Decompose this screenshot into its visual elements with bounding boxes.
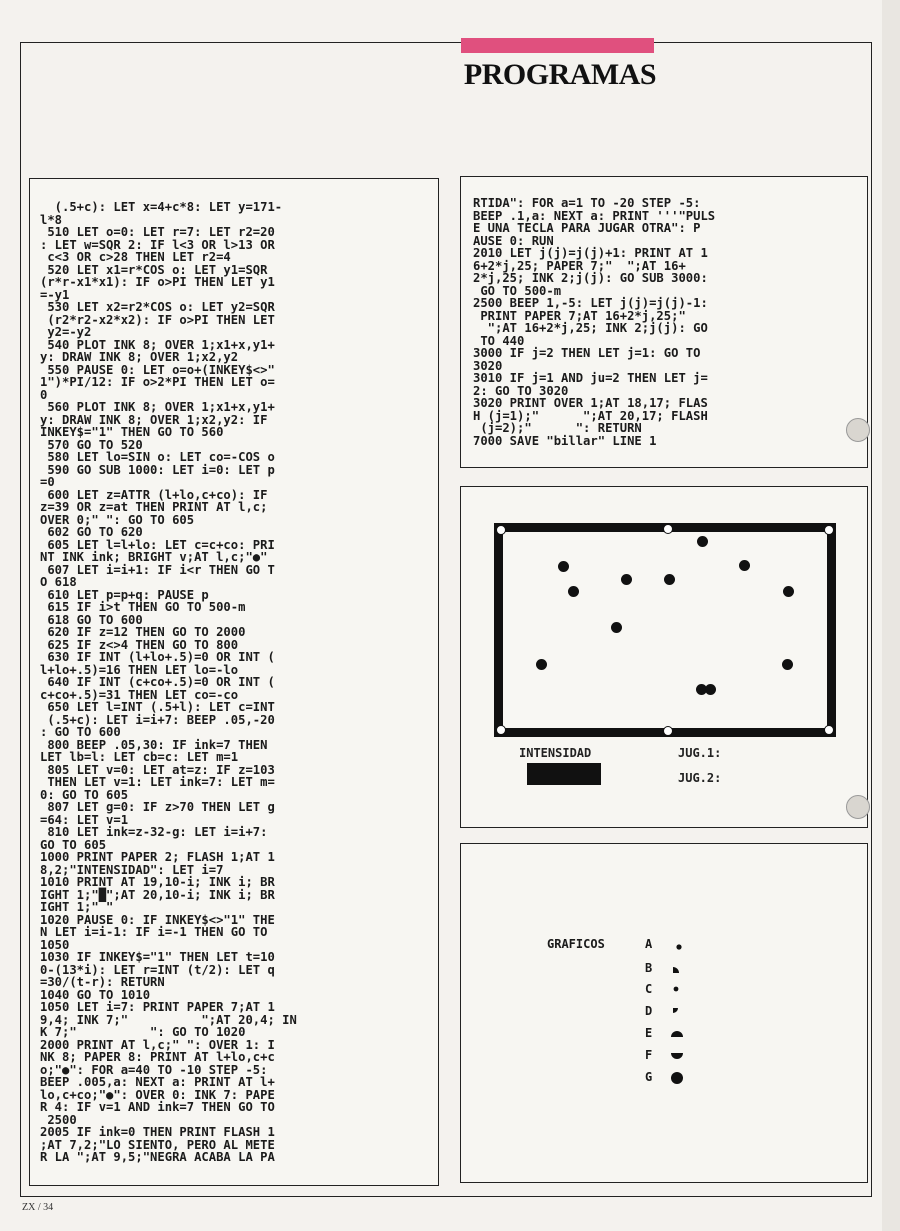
glyph-letter: F bbox=[645, 1048, 653, 1062]
glyph-letter: A bbox=[645, 937, 653, 951]
glyph-letter: B bbox=[645, 961, 653, 975]
ball bbox=[558, 561, 569, 572]
basic-listing-text: RTIDA": FOR a=1 TO -20 STEP -5: BEEP .1,a: NEXT a: PRINT '''"PULS E UNA TECLA PARA JUGAR OTRA": P AUSE 0: RUN 2010 LET j(j)=j(j)+1: PRINT AT 1 6+2*j,25; PAPER 7;" ";AT 16+ 2*j,25; INK 2;j(j): GO SUB 3000: GO TO 500-m 2500 BEEP 1,-5: LET j(j)=j(j)-1: PRINT PAPER 7;AT 16+2*j,25;" ";AT 16+2*j,25; INK 2;j(j): GO TO 440 3000 IF j=2 THEN LET j=1: GO TO 3020 3010 IF j=1 AND ju=2 THEN LET j= 2: GO TO 3020 3020 PRINT OVER 1;AT 18,17; FLAS H (j=1);" ";AT 20,17; FLASH (j=2);" ": RETURN 7000 SAVE "billar" LINE 1 bbox=[473, 196, 716, 448]
intensity-label: INTENSIDAD bbox=[519, 746, 592, 760]
ball bbox=[611, 622, 622, 633]
section-title: PROGRAMAS bbox=[463, 58, 657, 91]
glyph-row-d bbox=[547, 1004, 684, 1019]
glyph-row-b bbox=[547, 961, 684, 976]
glyph-row-c bbox=[547, 982, 684, 997]
basic-listing-text: (.5+c): LET x=4+c*8: LET y=171- l*8 510 LET o=0: LET r=7: LET r2=20 : LET w=SQR 2: IF l<3 OR l>13 OR c<3 OR c>28 THEN LET r2=4 520 LET x1=r*COS o: LET y1=SQR (r*r-x1*x1): IF o>PI THEN LET y1 =-y1 530 LET x2=r2*COS o: LET y2=SQR (r2*r2-x2*x2): IF o>PI THEN LET y2=-y2 540 PLOT INK 8; OVER 1;x1+x,y1+ y: DRAW INK 8; OVER 1;x2,y2 550 PAUSE 0: LET o=o+(INKEY$<>" 1")*PI/12: IF o>2*PI THEN LET o= 0 560 PLOT INK 8; OVER 1;x1+x,y1+ y: DRAW INK 8; OVER 1;x2,y2: IF INKEY$="1" THEN GO TO 560 570 GO TO 520 580 LET lo=SIN o: LET co=-COS o 590 GO SUB 1000: LET i=0: LET p =0 600 LET z=ATTR (l+lo,c+co): IF z=39 OR z=at THEN PRINT AT l,c; OVER 0;" ": GO TO 605 602 GO TO 620 605 LET l=l+lo: LET c=c+co: PRI NT INK ink; BRIGHT v;AT l,c;"●" 607 LET i=i+1: IF i<r THEN GO T O 618 610 LET p=p+q: PAUSE p 615 IF i>t THEN GO TO 500-m 618 GO TO 600 620 IF z=12 THEN GO TO 2000 625 IF z<>4 THEN GO TO 800 630 IF INT (l+lo+.5)=0 OR INT ( l+lo+.5)=16 THEN LET lo=-lo 640 IF INT (c+co+.5)=0 OR INT ( c+co+.5)=31 THEN LET co=-co 650 LET l=INT (.5+l): LET c=INT (.5+c): LET i=i+7: BEEP .05,-20 : GO TO 600 800 BEEP .05,30: IF ink=7 THEN LET lb=l: LET cb=c: LET m=1 805 LET v=0: LET at=z: IF z=103 THEN LET v=1: LET ink=7: LET m= 0: GO TO 605 807 LET g=0: IF z>70 THEN LET g =64: LET v=1 810 LET ink=z-32-g: LET i=i+7: GO TO 605 1000 PRINT PAPER 2; FLASH 1;AT 1 8,2;"INTENSIDAD": LET i=7 1010 PRINT AT 19,10-i; INK i; BR IGHT 1;"█";AT 20,10-i; INK i; BR IGHT 1;" " 1020 PAUSE 0: IF INKEY$<>"1" THE N LET i=i-1: IF i=-1 THEN GO TO 1050 1030 IF INKEY$="1" THEN LET t=10 0-(13*i): LET r=INT (t/2): LET q =30/(t-r): RETURN 1040 GO TO 1010 1050 LET i=7: PRINT PAPER 7;AT 1 9,4; INK 7;" ";AT 20,4; IN K 7;" ": GO TO 1020 2000 PRINT AT l,c;" ": OVER 1: I NK 8; PAPER 8: PRINT AT l+lo,c+c o;"●": FOR a=40 TO -10 STEP -5: BEEP .005,a: NEXT a: PRINT AT l+ lo,c+co;"●": OVER 0: INK 7: PAPE R 4: IF v=1 AND ink=7 THEN GO TO 2500 2005 IF ink=0 THEN PRINT FLASH 1 ;AT 7,2;"LO SIENTO, PERO AL METE R LA ";AT 9,5;"NEGRA ACABA LA PA bbox=[40, 200, 297, 1164]
billiard-table bbox=[494, 523, 836, 737]
pocket-top-right bbox=[824, 525, 834, 535]
binder-hole bbox=[846, 795, 870, 819]
intensity-meter bbox=[527, 763, 601, 785]
half-ball-top-icon bbox=[670, 1027, 684, 1041]
glyph-row-g bbox=[547, 1070, 684, 1085]
full-ball-icon bbox=[670, 1071, 684, 1085]
ball bbox=[783, 586, 794, 597]
pocket-bottom-left bbox=[496, 725, 506, 735]
ball bbox=[568, 586, 579, 597]
binder-hole bbox=[846, 418, 870, 442]
pocket-bottom-middle bbox=[663, 726, 673, 736]
glyph-letter: E bbox=[645, 1026, 653, 1040]
player2-score-label: JUG.2: bbox=[678, 771, 722, 785]
glyph-letter: G bbox=[645, 1070, 653, 1084]
glyph-row-a bbox=[547, 937, 684, 952]
page-number: ZX / 34 bbox=[22, 1202, 54, 1213]
code-listing-right bbox=[460, 176, 868, 468]
glyph-row-e bbox=[547, 1026, 684, 1041]
ball bbox=[697, 536, 708, 547]
pocket-top-left bbox=[496, 525, 506, 535]
ball bbox=[782, 659, 793, 670]
graphics-title: GRAFICOS bbox=[547, 937, 605, 951]
ball bbox=[705, 684, 716, 695]
small-dot-lower-left-icon bbox=[670, 962, 684, 976]
small-dot-upper-right-icon bbox=[670, 983, 684, 997]
small-dot-lower-right-icon bbox=[670, 938, 684, 952]
pocket-top-middle bbox=[663, 524, 673, 534]
code-listing-left bbox=[29, 178, 439, 1186]
half-ball-bottom-icon bbox=[670, 1049, 684, 1063]
glyph-letter: C bbox=[645, 982, 653, 996]
ball bbox=[621, 574, 632, 585]
ball bbox=[739, 560, 750, 571]
section-color-bar bbox=[461, 38, 654, 53]
pocket-bottom-right bbox=[824, 725, 834, 735]
ball bbox=[536, 659, 547, 670]
player1-score-label: JUG.1: bbox=[678, 746, 722, 760]
glyph-row-f bbox=[547, 1048, 684, 1063]
page-edge bbox=[882, 0, 900, 1231]
small-dot-upper-left-icon bbox=[670, 1005, 684, 1019]
game-screen-panel bbox=[460, 486, 868, 828]
graphics-characters-panel bbox=[460, 843, 868, 1183]
glyph-letter: D bbox=[645, 1004, 653, 1018]
ball bbox=[664, 574, 675, 585]
